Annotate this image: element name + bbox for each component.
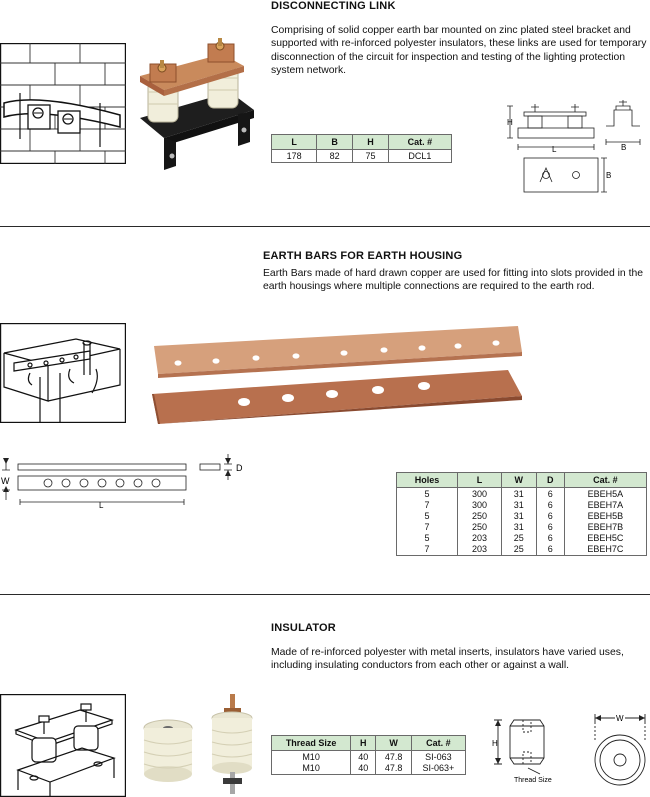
cell-thread-size: M10 [272, 763, 351, 775]
earth-housing-sketch [0, 323, 126, 423]
cell-h: 40 [351, 763, 376, 775]
cell-cat: DCL1 [388, 150, 451, 163]
cell-w: 47.8 [376, 763, 411, 775]
cell-b: 82 [317, 150, 353, 163]
cell-cat: SI-063+ [411, 763, 465, 775]
cell-l: 300 [458, 500, 502, 511]
cell-l: 250 [458, 522, 502, 533]
column-header-h: H [353, 135, 389, 150]
insulator-side-dimension-drawing [488, 712, 564, 788]
insulator-description: Made of re-inforced polyester with metal inserts, insulators have varied uses, including insulating conductors from each other or against a wall. [271, 647, 624, 672]
table-row [397, 500, 647, 511]
column-header-d: D [536, 473, 564, 488]
section-divider [0, 226, 650, 227]
dimension-label-b: B [621, 143, 627, 152]
cell-w: 25 [501, 533, 536, 544]
section-divider [0, 594, 650, 595]
column-header-cat: Cat. # [388, 135, 451, 150]
cell-h: 40 [351, 751, 376, 764]
table-header-row [272, 736, 466, 751]
dimension-label-w: W [616, 714, 624, 723]
cell-l: 178 [272, 150, 317, 163]
cell-thread-size: M10 [272, 751, 351, 764]
section-title-insulator: INSULATOR [271, 622, 336, 634]
earth-bars-spec-table [396, 472, 647, 556]
section-title-earth-bars: EARTH BARS FOR EARTH HOUSING [263, 250, 463, 262]
earth-bars-photo [152, 326, 532, 424]
insulator-spec-table [271, 735, 466, 775]
section-title-disconnecting-link: DISCONNECTING LINK [271, 0, 396, 12]
cell-l: 300 [458, 488, 502, 501]
cell-d: 6 [536, 522, 564, 533]
cell-l: 203 [458, 544, 502, 556]
dimension-label-w: W [1, 476, 10, 486]
column-header-w: W [376, 736, 411, 751]
cell-cat: EBEH7B [564, 522, 646, 533]
cell-d: 6 [536, 500, 564, 511]
disconnecting-link-photo [134, 34, 258, 170]
table-row [272, 150, 452, 163]
cell-cat: EBEH7A [564, 500, 646, 511]
cell-holes: 5 [397, 488, 458, 501]
table-row [397, 488, 647, 501]
cell-l: 250 [458, 511, 502, 522]
cell-cat: EBEH7C [564, 544, 646, 556]
cell-cat: EBEH5B [564, 511, 646, 522]
disconnecting-link-installation-sketch [0, 43, 126, 164]
disconnecting-link-spec-table [271, 134, 452, 163]
dimension-label-h: H [507, 118, 513, 127]
table-header-row [272, 135, 452, 150]
table-row [397, 544, 647, 556]
table-row [397, 511, 647, 522]
column-header-thread-size: Thread Size [272, 736, 351, 751]
cell-d: 6 [536, 533, 564, 544]
cell-holes: 5 [397, 511, 458, 522]
cell-w: 25 [501, 544, 536, 556]
table-row [272, 751, 466, 764]
cell-w: 31 [501, 511, 536, 522]
cell-holes: 5 [397, 533, 458, 544]
cell-cat: EBEH5C [564, 533, 646, 544]
column-header-cat: Cat. # [564, 473, 646, 488]
disconnecting-link-dimension-drawing [498, 96, 650, 206]
cell-d: 6 [536, 488, 564, 501]
cell-cat: EBEH5A [564, 488, 646, 501]
dimension-label-h: H [492, 739, 498, 748]
column-header-b: B [317, 135, 353, 150]
cell-w: 31 [501, 500, 536, 511]
dimension-label-thread-size: Thread Size [514, 777, 552, 784]
cell-d: 6 [536, 544, 564, 556]
column-header-h: H [351, 736, 376, 751]
dimension-label-l: L [552, 145, 557, 154]
cell-holes: 7 [397, 500, 458, 511]
cell-w: 47.8 [376, 751, 411, 764]
insulator-mounting-sketch [0, 694, 126, 797]
cell-w: 31 [501, 522, 536, 533]
cell-w: 31 [501, 488, 536, 501]
earth-bars-description: Earth Bars made of hard drawn copper are used for fitting into slots provided in the earth housings where multiple connections are required to the earth rod. [263, 268, 644, 293]
table-header-row [397, 473, 647, 488]
table-row [397, 522, 647, 533]
column-header-w: W [501, 473, 536, 488]
cell-l: 203 [458, 533, 502, 544]
dimension-label-l: L [99, 501, 104, 510]
table-row [397, 533, 647, 544]
column-header-l: L [458, 473, 502, 488]
cell-cat: SI-063 [411, 751, 465, 764]
column-header-holes: Holes [397, 473, 458, 488]
dimension-label-d: D [236, 463, 243, 473]
earth-bar-dimension-drawing [0, 450, 250, 512]
cell-h: 75 [353, 150, 389, 163]
cell-holes: 7 [397, 522, 458, 533]
column-header-cat: Cat. # [411, 736, 465, 751]
column-header-l: L [272, 135, 317, 150]
dimension-label-b-plan: B [606, 171, 612, 180]
insulator-top-dimension-drawing [592, 710, 648, 790]
insulator-photo [134, 694, 264, 797]
cell-d: 6 [536, 511, 564, 522]
table-row [272, 763, 466, 775]
disconnecting-link-description: Comprising of solid copper earth bar mounted on zinc plated steel bracket and supported with re-inforced polyester insulators, these links are used for temporary disconnection of the circuit for inspection and testing of the lighting protection system network. [271, 25, 647, 76]
cell-holes: 7 [397, 544, 458, 556]
